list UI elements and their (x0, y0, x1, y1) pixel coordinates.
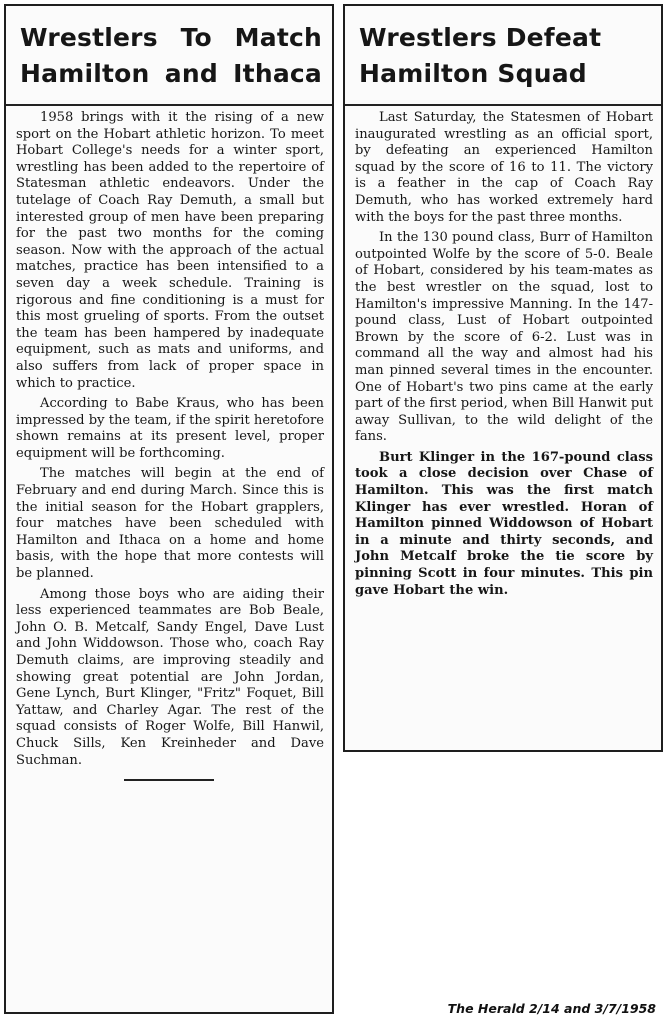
right-headline-line-2: Hamilton Squad (359, 59, 587, 88)
source-caption: The Herald 2/14 and 3/7/1958 (447, 1001, 656, 1016)
left-paragraph-4: Among those boys who are aiding their less experienced teammates are Bob Beale, John O. B. Metcalf, Sandy Engel, Dave Lust and John Widdowson. Those who, coach Ray Demuth claims, are improving steadily and showing great potential are John Jordan, Gene Lynch, Burt Klinger, "Fritz" Foquet, Bill Yattaw, and Charley Agar. The rest of the squad consists of Roger Wolfe, Bill Hanwil, Chuck Sills, Ken Kreinheder and Dave Suchman. (16, 586, 324, 768)
left-paragraph-1: 1958 brings with it the rising of a new sport on the Hobart athletic horizon. To meet Hobart College's needs for a winter sport, wrestling has been added to the repertoire of Statesman athletic endeavors. Under the tutelage of Coach Ray Demuth, a small but interested group of men have been preparing for the past two months for the coming season. Now with the approach of the actual matches, practice has been intensified to a seven day a week schedule. Training is rigorous and fine conditioning is a must for this most grueling of sports. From the outset the team has been hampered by inadequate equipment, such as mats and uniforms, and also suffers from lack of proper space in which to practice. (16, 110, 324, 391)
left-headline-line-1: Wrestlers To Match (20, 23, 322, 52)
right-paragraph-1: Last Saturday, the Statesmen of Hobart inaugurated wrestling as an official sport, by defeating an experienced Hamilton squad by the score of 16 to 11. The victory is a feather in the cap of Coach Ray Demuth, who has worked extremely hard with the boys for the past three months. (355, 110, 653, 225)
left-end-rule (124, 779, 214, 781)
left-paragraph-3: The matches will begin at the end of February and end during March. Since this is the initial season for the Hobart grapplers, four matches have been scheduled with Hamilton and Ithaca on a home and home basis, with the hope that more contests will be planned. (16, 466, 324, 582)
right-article-body (345, 106, 661, 599)
right-paragraph-3: Burt Klinger in the 167-pound class took a close decision over Chase of Hamilton. This was the first match Klinger has ever wrestled. Horan of Hamilton pinned Widdowson of Hobart in a minute and thirty seconds, and John Metcalf broke the tie score by pinning Scott in four minutes. This pin gave Hobart the win. (355, 449, 653, 598)
left-paragraph-2: According to Babe Kraus, who has been impressed by the team, if the spirit heretofore shown remains at its present level, proper equipment will be forthcoming. (16, 396, 324, 461)
right-article-clipping (343, 4, 663, 752)
right-paragraph-2: In the 130 pound class, Burr of Hamilton outpointed Wolfe by the score of 5-0. Beale of Hobart, considered by his team-mates as the best wrestler on the squad, lost to Hamilton's impressive Manning. In the 147-pound class, Lust of Hobart outpointed Brown by the score of 6-2. Lust was in command all the way and almost had his man pinned several times in the encounter. One of Hobart's two pins came at the early part of the first period, when Bill Hanwit put away Sullivan, to the wild delight of the fans. (355, 230, 653, 445)
left-article-headline (6, 6, 332, 92)
left-headline-line-2: Hamilton and Ithaca (20, 59, 322, 88)
right-headline-line-1: Wrestlers Defeat (359, 23, 602, 52)
right-article-headline (345, 6, 661, 92)
left-article-clipping (4, 4, 334, 1014)
left-article-body (6, 106, 332, 769)
